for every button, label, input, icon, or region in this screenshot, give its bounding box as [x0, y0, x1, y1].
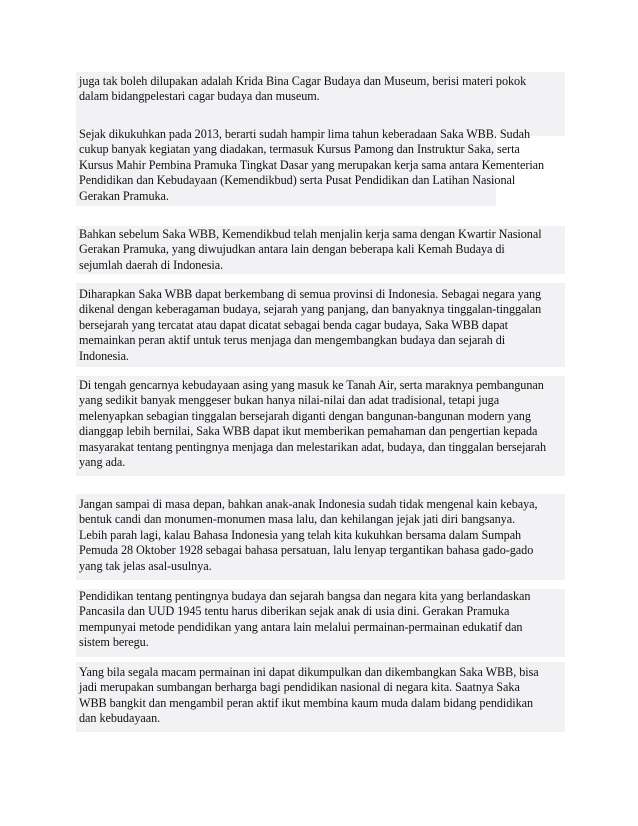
paragraph-4 — [78, 287, 564, 364]
text-line: memainkan peran aktif untuk terus menjaga dan mengembangkan budaya dan sejarah di — [79, 333, 506, 348]
text-line: Di tengah gencarnya kebudayaan asing yang masuk ke Tanah Air, serta maraknya pembangunan — [79, 378, 544, 392]
paragraph-2 — [78, 127, 564, 204]
text-line: Pendidikan dan Kebudayaan (Kemendikbud) serta Pusat Pendidikan dan Latihan Nasional — [79, 173, 516, 188]
text-line: Jangan sampai di masa depan, bahkan anak-anak Indonesia sudah tidak mengenal kain kebaya, — [79, 497, 538, 511]
paragraph-1 — [78, 74, 564, 105]
text-line: Yang bila segala macam permainan ini dapat dikumpulkan dan dikembangkan Saka WBB, bisa — [79, 665, 539, 679]
text-line: Sejak dikukuhkan pada 2013, berarti sudah hampir lima tahun keberadaan Saka WBB. Sudah — [79, 127, 531, 141]
paragraph-5 — [78, 378, 564, 470]
text-line: Pendidikan tentang pentingnya budaya dan sejarah bangsa dan negara kita yang berlandaskan — [79, 589, 531, 603]
text-line: Pancasila dan UUD 1945 tentu harus diberikan sejak anak di usia dini. Gerakan Pramuka — [79, 604, 510, 619]
text-line: Gerakan Pramuka, yang diwujudkan antara lain dengan beberapa kali Kemah Budaya di — [79, 242, 505, 257]
text-line: masyarakat tentang pentingnya menjaga dan melestarikan adat, budaya, dan tinggalan bersejarah — [79, 439, 547, 454]
text-line: Pemuda 28 Oktober 1928 sebagai bahasa persatuan, lalu lenyap tergantikan bahasa gado-gado — [79, 543, 534, 558]
text-line: Indonesia. — [79, 348, 129, 363]
text-line: dalam bidangpelestari cagar budaya dan museum. — [79, 89, 320, 104]
text-line: bentuk candi dan monumen-monumen masa lalu, dan kehilangan jejak jati diri bangsanya. — [79, 512, 516, 527]
text-line: sejumlah daerah di Indonesia. — [79, 257, 224, 272]
text-line: dianggap lebih bernilai, Saka WBB dapat ikut memberikan pemahaman dan pengertian kepada — [79, 424, 538, 439]
paragraph-7 — [78, 589, 564, 651]
text-line: WBB bangkit dan mengambil peran aktif ikut membina kaum muda dalam bidang pendidikan — [79, 695, 534, 710]
text-line: mempunyai metode pendidikan yang antara lain melalui permainan-permainan edukatif dan — [79, 619, 523, 634]
paragraph-3 — [78, 227, 564, 273]
text-line: sistem beregu. — [79, 635, 149, 650]
text-line: dan kebudayaan. — [79, 711, 161, 726]
text-line: yang ada. — [79, 455, 126, 470]
text-line: dikenal dengan keberagaman budaya, sejarah yang panjang, dan banyaknya tinggalan-tinggalan — [79, 302, 542, 317]
text-line: yang tak jelas asal-usulnya. — [79, 558, 212, 573]
paragraph-8 — [78, 665, 564, 727]
text-line: melenyapkan sebagian tinggalan bersejarah diganti dengan bangunan-bangunan modern yang — [79, 408, 531, 423]
text-line: bersejarah yang tercatat atau dapat dicatat sebagai benda cagar budaya, Saka WBB dapat — [79, 317, 508, 332]
text-line: Bahkan sebelum Saka WBB, Kemendikbud telah menjalin kerja sama dengan Kwartir Nasional — [79, 227, 542, 241]
text-line: Kursus Mahir Pembina Pramuka Tingkat Dasar yang merupakan kerja sama antara Kementerian — [79, 157, 545, 172]
text-line: jadi merupakan sumbangan berharga bagi pendidikan nasional di negara kita. Saatnya Saka — [79, 680, 520, 695]
text-line: cukup banyak kegiatan yang diadakan, termasuk Kursus Pamong dan Instruktur Saka, serta — [79, 142, 520, 157]
text-line: juga tak boleh dilupakan adalah Krida Bina Cagar Budaya dan Museum, berisi materi pokok — [79, 74, 527, 88]
text-line: Gerakan Pramuka. — [79, 188, 169, 203]
text-line: yang sedikit banyak menggeser bukan hanya nilai-nilai dan adat tradisional, tetapi juga — [79, 393, 500, 408]
text-line: Lebih parah lagi, kalau Bahasa Indonesia yang telah kita kukuhkan bersama dalam Sumpah — [79, 527, 522, 542]
text-line: Diharapkan Saka WBB dapat berkembang di semua provinsi di Indonesia. Sebagai negara yang — [79, 287, 542, 301]
paragraph-6 — [78, 497, 564, 574]
